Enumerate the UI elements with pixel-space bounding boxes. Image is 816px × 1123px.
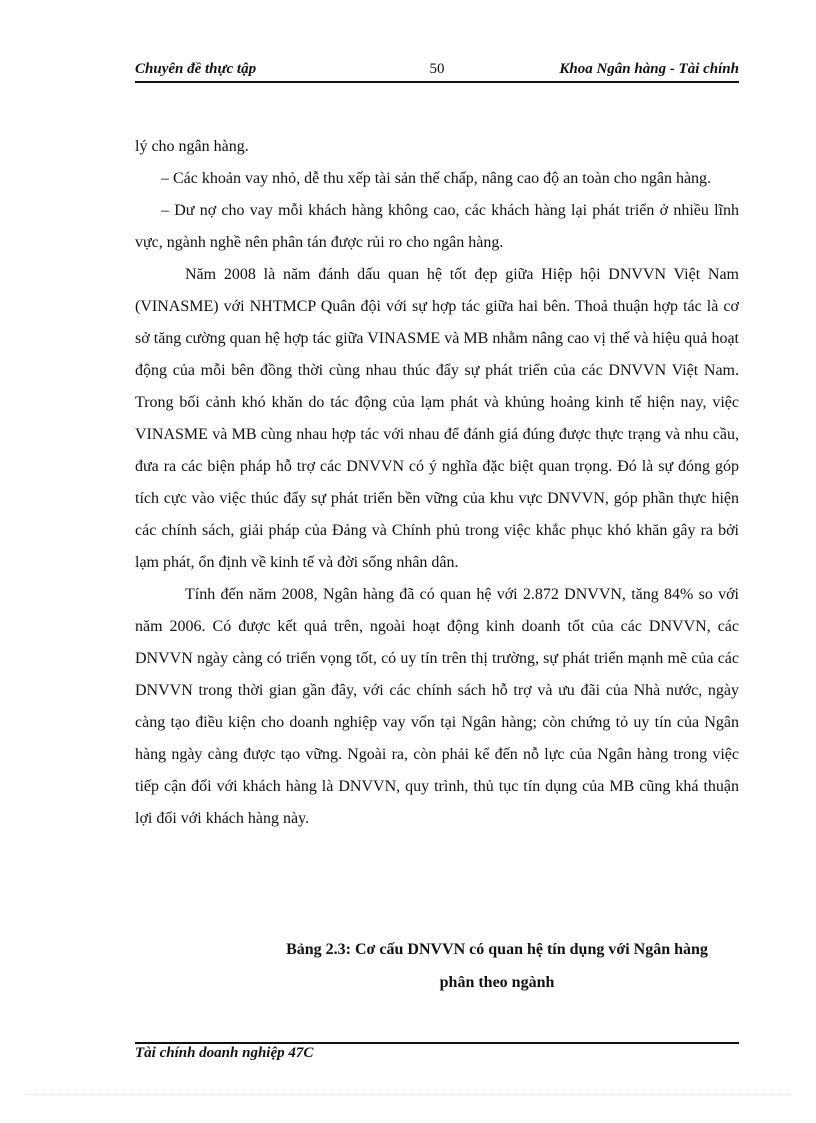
page-footer: Tài chính doanh nghiệp 47C bbox=[135, 1045, 314, 1061]
body-text bbox=[135, 131, 739, 835]
page-edge-dotted-line bbox=[25, 1094, 791, 1095]
paragraph: Năm 2008 là năm đánh dấu quan hệ tốt đẹp giữa Hiệp hội DNVVN Việt Nam (VINASME) với NHTMCP Quân đội với sự hợp tác giữa hai bên. Thoả thuận hợp tác là cơ sở tăng cường quan hệ hợp tác giữa VINASME và MB nhằm nâng cao vị thế và hiệu quả hoạt động của mỗi bên đồng thời cùng nhau thúc đẩy sự phát triển của các DNVVN Việt Nam. Trong bối cảnh khó khăn do tác động của lạm phát và khủng hoảng kinh tế hiện nay, việc VINASME và MB cùng nhau hợp tác với nhau để đánh giá đúng được thực trạng và nhu cầu, đưa ra các biện pháp hỗ trợ các DNVVN có ý nghĩa đặc biệt quan trọng. Đó là sự đóng góp tích cực vào việc thúc đẩy sự phát triển bền vững của khu vực DNVVN, góp phần thực hiện các chính sách, giải pháp của Đảng và Chính phủ trong việc khắc phục khó khăn gây ra bởi lạm phát, ổn định về kinh tế và đời sống nhân dân. bbox=[135, 266, 739, 571]
continuation-line: lý cho ngân hàng. bbox=[135, 138, 249, 155]
bullet-item: – Các khoản vay nhỏ, dễ thu xếp tài sản thế chấp, nâng cao độ an toàn cho ngân hàng. bbox=[161, 170, 712, 187]
table-caption-title: Bảng 2.3: Cơ cấu DNVVN có quan hệ tín dụng với Ngân hàng bbox=[286, 941, 708, 958]
header-document-type: Chuyên đề thực tập bbox=[135, 61, 257, 77]
page-number: 50 bbox=[429, 61, 445, 77]
table-caption-subtitle: phân theo ngành bbox=[439, 974, 555, 991]
header-department: Khoa Ngân hàng - Tài chính bbox=[559, 61, 739, 77]
header-divider bbox=[135, 81, 739, 83]
paragraph: Tính đến năm 2008, Ngân hàng đã có quan hệ với 2.872 DNVVN, tăng 84% so với năm 2006. Có được kết quả trên, ngoài hoạt động kinh doanh tốt của các DNVVN, các DNVVN ngày càng có triển vọng tốt, có uy tín trên thị trường, sự phát triển mạnh mẽ của các DNVVN trong thời gian gần đây, với các chính sách hỗ trợ và ưu đãi của Nhà nước, ngày càng tạo điều kiện cho doanh nghiệp vay vốn tại Ngân hàng; còn chứng tỏ uy tín của Ngân hàng ngày càng được tạo vững. Ngoài ra, còn phải kể đến nỗ lực của Ngân hàng trong việc tiếp cận đối với khách hàng là DNVVN, quy trình, thủ tục tín dụng của MB cũng khá thuận lợi đối với khách hàng này. bbox=[135, 586, 739, 827]
bullet-item: – Dư nợ cho vay mỗi khách hàng không cao, các khách hàng lại phát triển ở nhiều lĩnh vực, ngành nghề nên phân tán được rủi ro cho ngân hàng. bbox=[135, 202, 739, 251]
page-header bbox=[135, 61, 739, 81]
footer-divider bbox=[135, 1042, 739, 1044]
